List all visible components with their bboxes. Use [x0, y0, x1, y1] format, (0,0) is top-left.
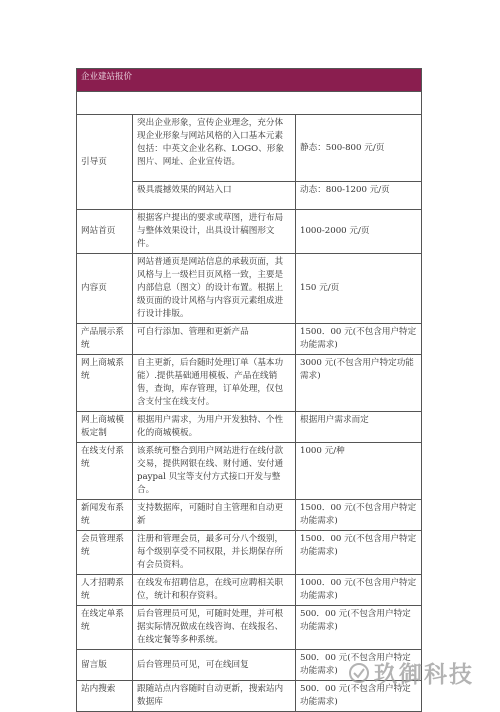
table-row	[77, 210, 422, 254]
row-price: 1500．00 元(不包含用户特定功能需求)	[296, 500, 422, 531]
row-price: 1000．00 元(不包含用户特定功能需求)	[296, 575, 422, 606]
table-row	[77, 355, 422, 412]
table-header-gap	[77, 92, 422, 115]
table-row	[77, 115, 422, 182]
row-price: 根据用户需求而定	[296, 412, 422, 443]
row-desc: 根据客户提出的要求或草图，进行布局与整体效果设计，出具设计稿图形文件。	[133, 210, 296, 254]
row-name: 网站首页	[77, 210, 133, 254]
row-name: 站内搜索	[77, 681, 133, 712]
row-desc: 自主更新，后台随时处理订单（基本功能）.提供基础通用模板、产品在线销售，查询，库存管理，订单处理，仅包含支付宝在线支付。	[133, 355, 296, 412]
row-price: 150 元/页	[296, 254, 422, 324]
table-title: 企业建站报价	[77, 69, 422, 92]
row-name: 内容页	[77, 254, 133, 324]
table-row	[77, 324, 422, 355]
row-name: 引导页	[77, 115, 133, 210]
row-desc: 后台管理员可见，可在线回复	[133, 650, 296, 681]
row-name: 在线定单系统	[77, 606, 133, 650]
row-price: 500．00 元(不包含用户特定功能需求)	[296, 650, 422, 681]
row-price: 500．00 元(不包含用户特定功能需求)	[296, 681, 422, 712]
row-name: 在线支付系统	[77, 443, 133, 500]
table-row	[77, 500, 422, 531]
row-name: 新闻发布系统	[77, 500, 133, 531]
table-header-row	[77, 69, 422, 92]
row-desc: 突出企业形象，宣传企业理念，充分体现企业形象与网站风格的入口基本元素包括：中英文企业名称、LOGO、形象图片、网址、企业宣传语。	[133, 115, 296, 182]
row-price: 1500．00 元(不包含用户特定功能需求)	[296, 324, 422, 355]
table-row	[77, 443, 422, 500]
row-price: 动态：800-1200 元/页	[296, 182, 422, 210]
row-name: 产品展示系统	[77, 324, 133, 355]
brand-watermark	[348, 656, 474, 689]
row-desc: 网站普通页是网站信息的承载页面，其风格与上一级栏目页风格一致，主要是内部信息（图文）的设计布置。根据上级页面的设计风格与内容页元素组成进行设计排版。	[133, 254, 296, 324]
brand-logo-icon	[348, 662, 370, 684]
row-name: 人才招聘系统	[77, 575, 133, 606]
table-row	[77, 575, 422, 606]
row-name: 留言版	[77, 650, 133, 681]
row-desc: 该系统可整合到用户网站进行在线付款交易，提供网银在线、财付通、安付通 paypal 贝宝等支付方式接口开发与整合。	[133, 443, 296, 500]
row-name: 网上商城系统	[77, 355, 133, 412]
row-desc: 极具震撼效果的网站入口	[133, 182, 296, 210]
table-row	[77, 254, 422, 324]
row-price: 3000 元(不包含用户特定功能需求)	[296, 355, 422, 412]
table-row	[77, 531, 422, 575]
row-price: 1000 元/种	[296, 443, 422, 500]
row-name: 会员管理系统	[77, 531, 133, 575]
row-desc: 注册和管理会员，最多可分八个级别，每个级别享受不同权限，并长期保存所有会员资料。	[133, 531, 296, 575]
row-desc: 根据用户需求，为用户开发独特、个性化的商城模板。	[133, 412, 296, 443]
price-table	[76, 68, 422, 712]
row-price: 500．00 元(不包含用户特定功能需求)	[296, 606, 422, 650]
row-desc: 可自行添加、管理和更新产品	[133, 324, 296, 355]
watermark-text: 玖御科技	[374, 662, 474, 688]
row-name: 网上商城模板定制	[77, 412, 133, 443]
table-row	[77, 412, 422, 443]
row-desc: 跟随站点内容随时自动更新，搜索站内数据库	[133, 681, 296, 712]
row-price: 1500．00 元(不包含用户特定功能需求)	[296, 531, 422, 575]
table-row	[77, 606, 422, 650]
row-price: 静态：500-800 元/页	[296, 115, 422, 182]
row-desc: 支持数据库，可随时自主管理和自动更新	[133, 500, 296, 531]
row-desc: 在线发布招聘信息，在线可应聘相关职位，统计和积存资料。	[133, 575, 296, 606]
row-desc: 后台管理员可见，可随时处理，并可根据实际情况做成在线咨询、在线报名、在线定餐等多种系统。	[133, 606, 296, 650]
row-price: 1000-2000 元/页	[296, 210, 422, 254]
